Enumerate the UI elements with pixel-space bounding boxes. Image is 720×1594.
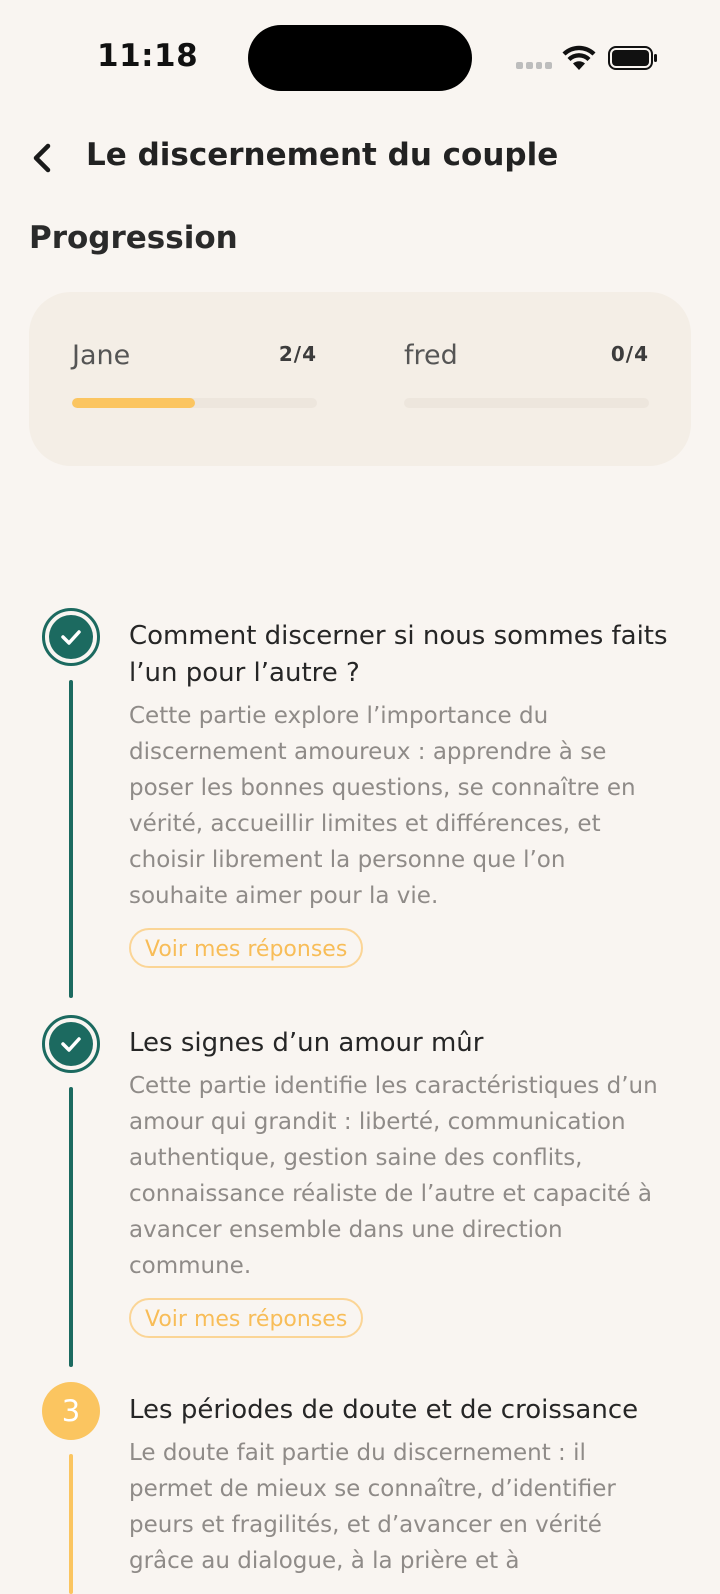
battery-icon [608,46,658,70]
progress-section-title: Progression [29,220,238,256]
member-name: Jane [72,340,131,371]
step-item [0,1374,720,1574]
step-title: Comment discerner si nous sommes faits l’un pour l’autre ? [129,621,668,688]
header [0,130,720,186]
step-description: Cette partie explore l’importance du discernement amoureux : apprendre à se poser les bonnes questions, se connaître en vérité, accueillir limites et différences, et choisir librement la personne que l’on souhaite aimer pour la vie. [129,703,636,909]
progress-bar [404,398,649,408]
member-progress-fred [404,340,649,420]
step-title: Les signes d’un amour mûr [129,1028,484,1058]
timeline-connector [69,1454,73,1594]
check-icon [59,1034,83,1054]
timeline-connector [69,680,73,998]
member-name: fred [404,340,458,371]
check-icon [59,627,83,647]
step-marker-done [42,1015,100,1073]
page-title: Le discernement du couple [86,137,559,173]
progress-card [29,292,691,466]
step-item [0,1007,720,1374]
progress-bar [72,398,317,408]
status-bar [0,0,720,116]
step-content [129,1374,669,1579]
view-answers-button[interactable]: Voir mes réponses [129,1298,363,1338]
view-answers-button[interactable]: Voir mes réponses [129,928,363,968]
step-number: 3 [42,1382,100,1440]
status-time: 11:18 [97,38,199,74]
step-description: Cette partie identifie les caractéristiques d’un amour qui grandit : liberté, communication authentique, gestion saine des conflits, connaissance réaliste de l’autre et capacité à avancer ensemble dans une direction commune. [129,1073,658,1279]
member-progress-jane [72,340,317,420]
step-item [0,600,720,1007]
member-count: 0/4 [610,342,649,366]
step-title: Les périodes de doute et de croissance [129,1395,639,1425]
chevron-left-icon[interactable] [28,140,58,176]
step-description: Le doute fait partie du discernement : il permet de mieux se connaître, d’identifier peurs et fragilités, et d’avancer en vérité grâce au dialogue, à la prière et à [129,1440,616,1574]
step-marker-done [42,608,100,666]
step-content [129,600,669,968]
timeline-connector [69,1087,73,1367]
dynamic-island [248,25,472,91]
step-marker-current [42,1382,100,1440]
cellular-signal-icon [516,62,552,70]
step-content [129,1007,669,1338]
progress-bar-fill [72,398,195,408]
member-count: 2/4 [278,342,317,366]
steps-timeline [0,600,720,1574]
wifi-icon [562,44,596,72]
